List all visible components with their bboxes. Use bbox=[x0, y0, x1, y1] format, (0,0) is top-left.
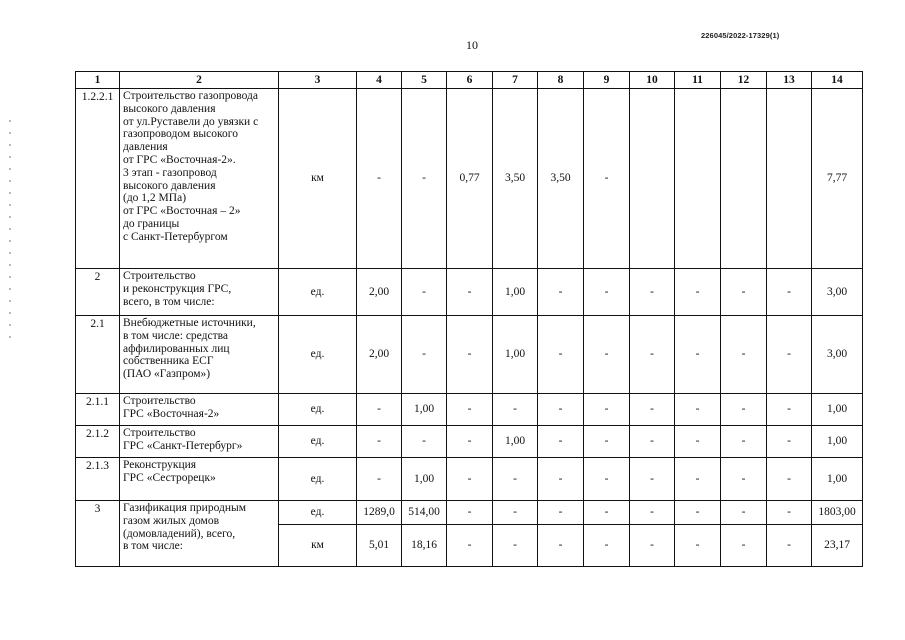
scan-margin-marks bbox=[9, 120, 11, 340]
cell-col-13: - bbox=[767, 269, 812, 316]
cell-col-11: - bbox=[675, 316, 721, 394]
row-description-line: ГРС «Санкт-Петербург» bbox=[123, 439, 243, 452]
row-description-line: ГРС «Сестрорецк» bbox=[123, 471, 216, 484]
cell-col-13 bbox=[767, 89, 812, 269]
row-description-line: всего, в том числе: bbox=[123, 295, 215, 308]
cell-col-9: - bbox=[584, 316, 630, 394]
row-description-line: Строительство bbox=[123, 427, 196, 439]
cell-col-8: - bbox=[538, 269, 584, 316]
cell-col-10: - bbox=[630, 269, 675, 316]
row-description-line: до границы bbox=[123, 217, 180, 230]
row-unit: ед. bbox=[279, 426, 357, 458]
cell-col-13: - bbox=[767, 394, 812, 426]
column-header-7: 7 bbox=[493, 72, 538, 89]
cell-col-14: 7,77 bbox=[812, 89, 863, 269]
cell-col-14: 1,00 bbox=[812, 426, 863, 458]
cell-col-4: - bbox=[357, 458, 402, 501]
cell-col-5: - bbox=[402, 426, 447, 458]
cell-col-14: 1803,00 bbox=[812, 501, 863, 525]
column-header-14: 14 bbox=[812, 72, 863, 89]
cell-col-13: - bbox=[767, 426, 812, 458]
cell-col-7: - bbox=[493, 394, 538, 426]
page-number: 10 bbox=[466, 38, 478, 52]
row-description-line: Внебюджетные источники, bbox=[123, 317, 256, 329]
row-description-line: высокого давления bbox=[123, 179, 216, 192]
cell-col-10 bbox=[630, 89, 675, 269]
table-row bbox=[76, 426, 863, 458]
row-description-line: высокого давления bbox=[123, 102, 216, 115]
cell-col-8: - bbox=[538, 394, 584, 426]
row-description-line: (ПАО «Газпром») bbox=[123, 368, 211, 381]
cell-col-5: - bbox=[402, 89, 447, 269]
row-unit: км bbox=[279, 525, 357, 567]
cell-col-13: - bbox=[767, 316, 812, 394]
row-code: 1.2.2.1 bbox=[76, 89, 120, 269]
cell-col-6: 0,77 bbox=[447, 89, 493, 269]
cell-col-4: 2,00 bbox=[357, 316, 402, 394]
cell-col-6: - bbox=[447, 426, 493, 458]
row-description-line: давления bbox=[123, 141, 168, 154]
row-description-line: в том числе: bbox=[123, 540, 183, 553]
cell-col-12: - bbox=[721, 458, 767, 501]
cell-col-7: 1,00 bbox=[493, 269, 538, 316]
cell-col-9: - bbox=[584, 525, 630, 567]
row-description bbox=[120, 501, 279, 567]
table-row bbox=[76, 316, 863, 394]
cell-col-4: - bbox=[357, 426, 402, 458]
cell-col-7: 3,50 bbox=[493, 89, 538, 269]
row-unit: ед. bbox=[279, 394, 357, 426]
row-description-line: Реконструкция bbox=[123, 459, 197, 471]
row-unit: ед. bbox=[279, 269, 357, 316]
cell-col-8: - bbox=[538, 458, 584, 501]
cell-col-14: 1,00 bbox=[812, 394, 863, 426]
cell-col-13: - bbox=[767, 501, 812, 525]
row-description-line: от ул.Руставели до увязки с bbox=[123, 115, 259, 128]
column-header-2: 2 bbox=[120, 72, 279, 89]
cell-col-6: - bbox=[447, 394, 493, 426]
cell-col-13: - bbox=[767, 458, 812, 501]
plan-table bbox=[75, 71, 863, 567]
row-description bbox=[120, 394, 279, 426]
row-code: 3 bbox=[76, 501, 120, 567]
cell-col-5: 1,00 bbox=[402, 458, 447, 501]
row-description bbox=[120, 458, 279, 501]
row-code: 2.1 bbox=[76, 316, 120, 394]
row-code: 2 bbox=[76, 269, 120, 316]
table-row bbox=[76, 269, 863, 316]
cell-col-14: 23,17 bbox=[812, 525, 863, 567]
cell-col-7: - bbox=[493, 525, 538, 567]
row-description-line: ГРС «Восточная-2» bbox=[123, 407, 220, 420]
cell-col-12 bbox=[721, 89, 767, 269]
row-description-line: газом жилых домов bbox=[123, 514, 220, 527]
cell-col-9: - bbox=[584, 394, 630, 426]
row-unit: ед. bbox=[279, 316, 357, 394]
table-row bbox=[76, 394, 863, 426]
cell-col-10: - bbox=[630, 525, 675, 567]
cell-col-11: - bbox=[675, 394, 721, 426]
cell-col-11 bbox=[675, 89, 721, 269]
row-description-line: собственника ЕСГ bbox=[123, 355, 214, 368]
cell-col-4: - bbox=[357, 394, 402, 426]
row-description-line: Строительство газопровода bbox=[123, 90, 258, 102]
column-header-6: 6 bbox=[447, 72, 493, 89]
row-unit: ед. bbox=[279, 458, 357, 501]
row-description bbox=[120, 269, 279, 316]
table-row bbox=[76, 501, 863, 525]
row-code: 2.1.3 bbox=[76, 458, 120, 501]
row-description-line: Строительство bbox=[123, 395, 196, 407]
column-header-3: 3 bbox=[279, 72, 357, 89]
column-header-8: 8 bbox=[538, 72, 584, 89]
cell-col-9: - bbox=[584, 501, 630, 525]
row-description-line: газопроводом высокого bbox=[123, 128, 238, 141]
table-row bbox=[76, 89, 863, 269]
cell-col-11: - bbox=[675, 458, 721, 501]
cell-col-13: - bbox=[767, 525, 812, 567]
row-description-line: от ГРС «Восточная – 2» bbox=[123, 205, 241, 218]
cell-col-11: - bbox=[675, 525, 721, 567]
cell-col-6: - bbox=[447, 269, 493, 316]
cell-col-14: 3,00 bbox=[812, 316, 863, 394]
cell-col-5: 18,16 bbox=[402, 525, 447, 567]
cell-col-12: - bbox=[721, 501, 767, 525]
cell-col-7: - bbox=[493, 501, 538, 525]
cell-col-12: - bbox=[721, 426, 767, 458]
column-header-10: 10 bbox=[630, 72, 675, 89]
cell-col-14: 3,00 bbox=[812, 269, 863, 316]
row-description-line: Газификация природным bbox=[123, 502, 246, 514]
cell-col-7: 1,00 bbox=[493, 316, 538, 394]
cell-col-4: 5,01 bbox=[357, 525, 402, 567]
cell-col-10: - bbox=[630, 316, 675, 394]
cell-col-10: - bbox=[630, 458, 675, 501]
cell-col-12: - bbox=[721, 269, 767, 316]
row-description-line: от ГРС «Восточная-2». bbox=[123, 153, 236, 166]
cell-col-11: - bbox=[675, 426, 721, 458]
cell-col-6: - bbox=[447, 525, 493, 567]
column-header-13: 13 bbox=[767, 72, 812, 89]
row-description-line: в том числе: средства bbox=[123, 329, 228, 342]
row-description-line: 3 этап - газопровод bbox=[123, 166, 217, 179]
cell-col-5: - bbox=[402, 269, 447, 316]
cell-col-4: - bbox=[357, 89, 402, 269]
cell-col-8: - bbox=[538, 316, 584, 394]
row-description-line: аффилированных лиц bbox=[123, 342, 230, 355]
row-unit: км bbox=[279, 89, 357, 269]
cell-col-5: 1,00 bbox=[402, 394, 447, 426]
cell-col-5: 514,00 bbox=[402, 501, 447, 525]
cell-col-11: - bbox=[675, 501, 721, 525]
cell-col-4: 2,00 bbox=[357, 269, 402, 316]
row-code: 2.1.2 bbox=[76, 426, 120, 458]
cell-col-8: - bbox=[538, 501, 584, 525]
column-header-11: 11 bbox=[675, 72, 721, 89]
row-unit: ед. bbox=[279, 501, 357, 525]
row-description-line: и реконструкция ГРС, bbox=[123, 282, 232, 295]
row-description-line: с Санкт-Петербургом bbox=[123, 230, 228, 243]
row-description-line: Строительство bbox=[123, 270, 196, 282]
document-registration-number: 226045/2022-17329(1) bbox=[701, 31, 780, 40]
cell-col-12: - bbox=[721, 525, 767, 567]
table-header-row bbox=[76, 72, 863, 89]
cell-col-4: 1289,0 bbox=[357, 501, 402, 525]
row-description bbox=[120, 89, 279, 269]
row-description bbox=[120, 426, 279, 458]
cell-col-10: - bbox=[630, 426, 675, 458]
cell-col-9: - bbox=[584, 89, 630, 269]
cell-col-6: - bbox=[447, 458, 493, 501]
column-header-5: 5 bbox=[402, 72, 447, 89]
cell-col-9: - bbox=[584, 426, 630, 458]
cell-col-10: - bbox=[630, 394, 675, 426]
column-header-1: 1 bbox=[76, 72, 120, 89]
cell-col-8: 3,50 bbox=[538, 89, 584, 269]
cell-col-8: - bbox=[538, 525, 584, 567]
cell-col-8: - bbox=[538, 426, 584, 458]
column-header-4: 4 bbox=[357, 72, 402, 89]
row-description-line: (домовладений), всего, bbox=[123, 527, 236, 540]
cell-col-12: - bbox=[721, 394, 767, 426]
cell-col-10: - bbox=[630, 501, 675, 525]
row-description-line: (до 1,2 МПа) bbox=[123, 192, 187, 205]
cell-col-14: 1,00 bbox=[812, 458, 863, 501]
cell-col-7: 1,00 bbox=[493, 426, 538, 458]
cell-col-7: - bbox=[493, 458, 538, 501]
column-header-12: 12 bbox=[721, 72, 767, 89]
row-description bbox=[120, 316, 279, 394]
cell-col-9: - bbox=[584, 458, 630, 501]
cell-col-12: - bbox=[721, 316, 767, 394]
cell-col-6: - bbox=[447, 501, 493, 525]
cell-col-9: - bbox=[584, 269, 630, 316]
column-header-9: 9 bbox=[584, 72, 630, 89]
row-code: 2.1.1 bbox=[76, 394, 120, 426]
table-row bbox=[76, 458, 863, 501]
cell-col-5: - bbox=[402, 316, 447, 394]
cell-col-6: - bbox=[447, 316, 493, 394]
cell-col-11: - bbox=[675, 269, 721, 316]
